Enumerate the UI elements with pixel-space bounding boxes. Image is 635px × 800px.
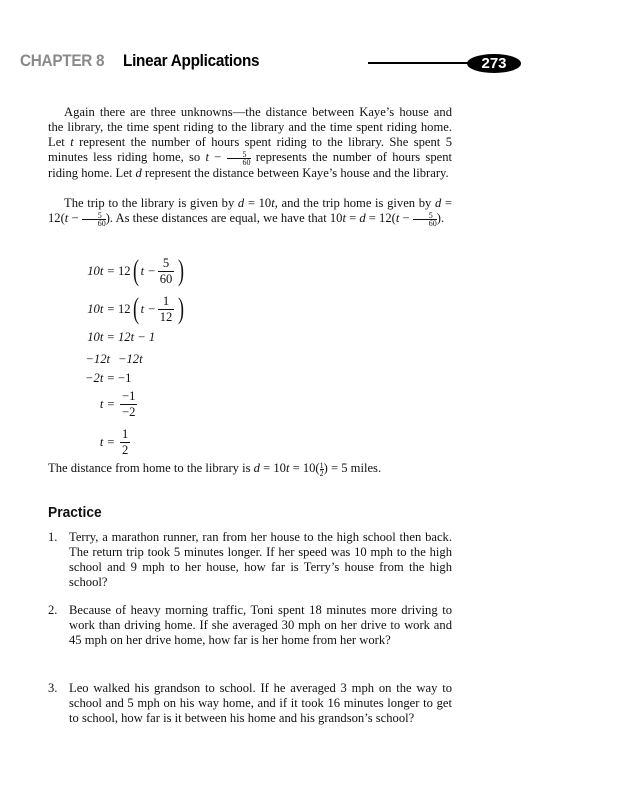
var: t <box>342 211 346 225</box>
text: ). <box>436 211 445 225</box>
text: represents the number of hours spent riding home. Let <box>48 150 453 180</box>
practice-item-2 <box>48 603 452 648</box>
fraction <box>82 212 106 227</box>
var: d <box>237 196 245 210</box>
equation-6 <box>99 388 139 420</box>
text: = 12( <box>48 196 452 225</box>
var: t <box>285 461 290 475</box>
denominator: 60 <box>227 158 251 166</box>
chapter-label: CHAPTER 8 <box>20 51 105 70</box>
text: The trip to the library is given by <box>64 196 238 210</box>
equation-1: 10t = 12 ( t − $\frac{5}{60}$ ) <box>87 254 185 287</box>
text: − <box>68 211 82 225</box>
text: represent the distance between Kaye’s house and the library. <box>141 165 449 180</box>
text: = 10 <box>259 461 286 475</box>
numerator: 5 <box>97 210 102 220</box>
var: d <box>359 211 366 225</box>
denominator: 60 <box>82 219 106 227</box>
text: , and the trip home is given by <box>274 196 435 210</box>
var: t <box>64 211 69 225</box>
equation-4 <box>85 352 143 367</box>
equation-lhs: 10t = <box>87 301 115 316</box>
denominator: 12 <box>159 309 173 324</box>
text: = <box>345 211 360 225</box>
item-number: 2. <box>48 603 58 617</box>
practice-heading: Practice <box>48 504 102 521</box>
numerator: 1 <box>162 293 170 308</box>
text: = 10( <box>289 461 320 475</box>
var: t <box>271 196 275 210</box>
numerator: 1 <box>319 460 324 470</box>
fraction <box>120 389 137 420</box>
equation-5 <box>85 371 132 386</box>
text: represent the number of hours spent riding to the library. She spent 5 minutes less riding home, so <box>48 135 452 164</box>
text: − <box>399 211 413 225</box>
numerator: 1 <box>122 426 129 441</box>
paragraph-trip <box>48 196 452 227</box>
text: = 12( <box>365 211 396 225</box>
item-number: 1. <box>48 530 58 544</box>
practice-item-1 <box>48 530 452 590</box>
item-text: Terry, a marathon runner, ran from her house to the high school then back. The return trip took 5 minutes longer. If her speed was 10 mph to the high school and 9 mph to her house, how far is Terry’s house from the high school? <box>69 530 452 589</box>
fraction <box>158 294 175 325</box>
denominator: 60 <box>159 271 173 286</box>
equation-lhs: 10t = <box>87 330 115 344</box>
conclusion <box>48 461 452 477</box>
denominator: 2 <box>122 442 129 457</box>
equation-lhs: t = <box>99 434 115 449</box>
equation-lhs: −2t = <box>85 371 115 385</box>
fraction <box>158 256 175 287</box>
term: t − <box>140 263 156 278</box>
numerator: 5 <box>242 149 247 159</box>
denominator: 60 <box>413 219 437 227</box>
equation-rhs: 12t − 1 <box>118 330 156 344</box>
item-text: Because of heavy morning traffic, Toni spent 18 minutes more driving to work than driving home. If she averaged 30 mph on her drive to work and 45 mph on her drive home, how far is her home from her work? <box>69 603 452 647</box>
fraction <box>413 212 437 227</box>
page-number: 273 <box>467 54 521 73</box>
text: ) = 5 miles. <box>323 461 382 475</box>
chapter-title: Linear Applications <box>123 51 260 70</box>
text: The distance from home to the library is <box>48 461 254 475</box>
numerator: 5 <box>428 210 433 220</box>
term: t − <box>140 301 156 316</box>
var: t <box>70 135 74 149</box>
practice-item-3 <box>48 681 452 726</box>
text: ). As these distances are equal, we have that 10 <box>105 211 343 225</box>
var: d <box>434 196 442 210</box>
equation-lhs: −12t <box>85 352 110 366</box>
equation-2: 10t = 12 ( t − $\frac{1}{12}$ ) <box>87 292 185 325</box>
equation-3 <box>87 330 156 345</box>
numerator: 5 <box>162 255 170 270</box>
fraction <box>227 151 251 166</box>
header-rule <box>368 62 472 64</box>
fraction <box>120 427 130 458</box>
var: t <box>395 211 400 225</box>
equation-lhs: t = <box>99 396 115 411</box>
item-text: Leo walked his grandson to school. If he averaged 3 mph on the way to school and 5 mph on his way home, and if it took 16 minutes longer to get to school, how far is it between his home and his grandson’s school? <box>69 681 452 725</box>
var: d <box>135 165 142 180</box>
denominator: 2 <box>319 468 324 478</box>
text: Again there are three unknowns—the distance between Kaye’s house and the library, the time spent riding to the library and the time spent riding home. Let <box>48 105 452 149</box>
paragraph-unknowns <box>48 105 452 181</box>
equation-rhs: 12 <box>118 263 131 278</box>
equation-rhs: −12t <box>118 352 143 366</box>
equation-lhs: 10t = <box>87 263 115 278</box>
equation-rhs: 12 <box>118 301 131 316</box>
item-number: 3. <box>48 681 58 695</box>
denominator: −2 <box>122 404 136 419</box>
text: − <box>208 150 227 164</box>
numerator: −1 <box>122 388 136 403</box>
equation-rhs: −1 <box>118 371 132 385</box>
var: d <box>253 461 260 475</box>
equation-7 <box>99 426 132 458</box>
var: t <box>205 150 209 164</box>
text: = 10 <box>244 196 272 210</box>
